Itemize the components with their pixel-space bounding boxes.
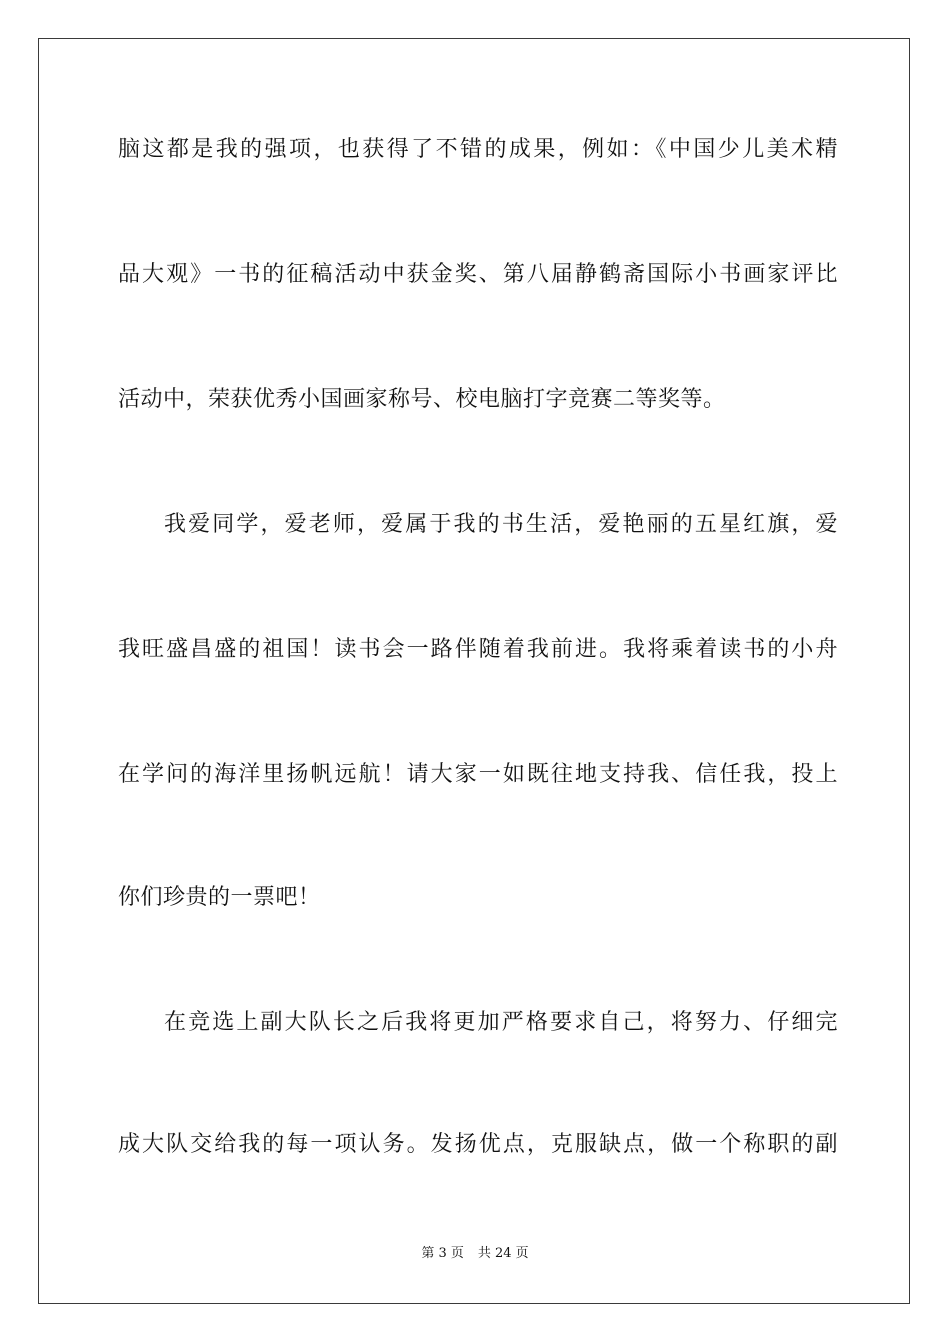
body-text-line-5: 我旺盛昌盛的祖国！读书会一路伴随着我前进。我将乘着读书的小舟 (118, 637, 838, 662)
page-total: 共 24 页 (477, 1246, 529, 1261)
body-text-line-8: 在竞选上副大队长之后我将更加严格要求自己，将努力、仔细完 (164, 1010, 838, 1035)
body-text-line-4: 我爱同学，爱老师，爱属于我的书生活，爱艳丽的五星红旗，爱 (164, 512, 838, 537)
body-text-line-9: 成大队交给我的每一项认务。发扬优点，克服缺点，做一个称职的副 (118, 1132, 838, 1157)
body-text-line-1: 脑这都是我的强项，也获得了不错的成果，例如：《中国少儿美术精 (118, 137, 838, 162)
body-text-line-2: 品大观》一书的征稿活动中获金奖、第八届静鹤斋国际小书画家评比 (118, 262, 838, 287)
body-text-line-7: 你们珍贵的一票吧！ (118, 885, 321, 910)
body-text-line-6: 在学问的海洋里扬帆远航！请大家一如既往地支持我、信任我，投上 (118, 762, 838, 787)
page-footer (0, 1245, 950, 1263)
body-text-line-3: 活动中，荣获优秀小国画家称号、校电脑打字竞赛二等奖等。 (118, 387, 726, 412)
page-border (38, 38, 910, 1304)
page-number: 第 3 页 (421, 1246, 464, 1261)
